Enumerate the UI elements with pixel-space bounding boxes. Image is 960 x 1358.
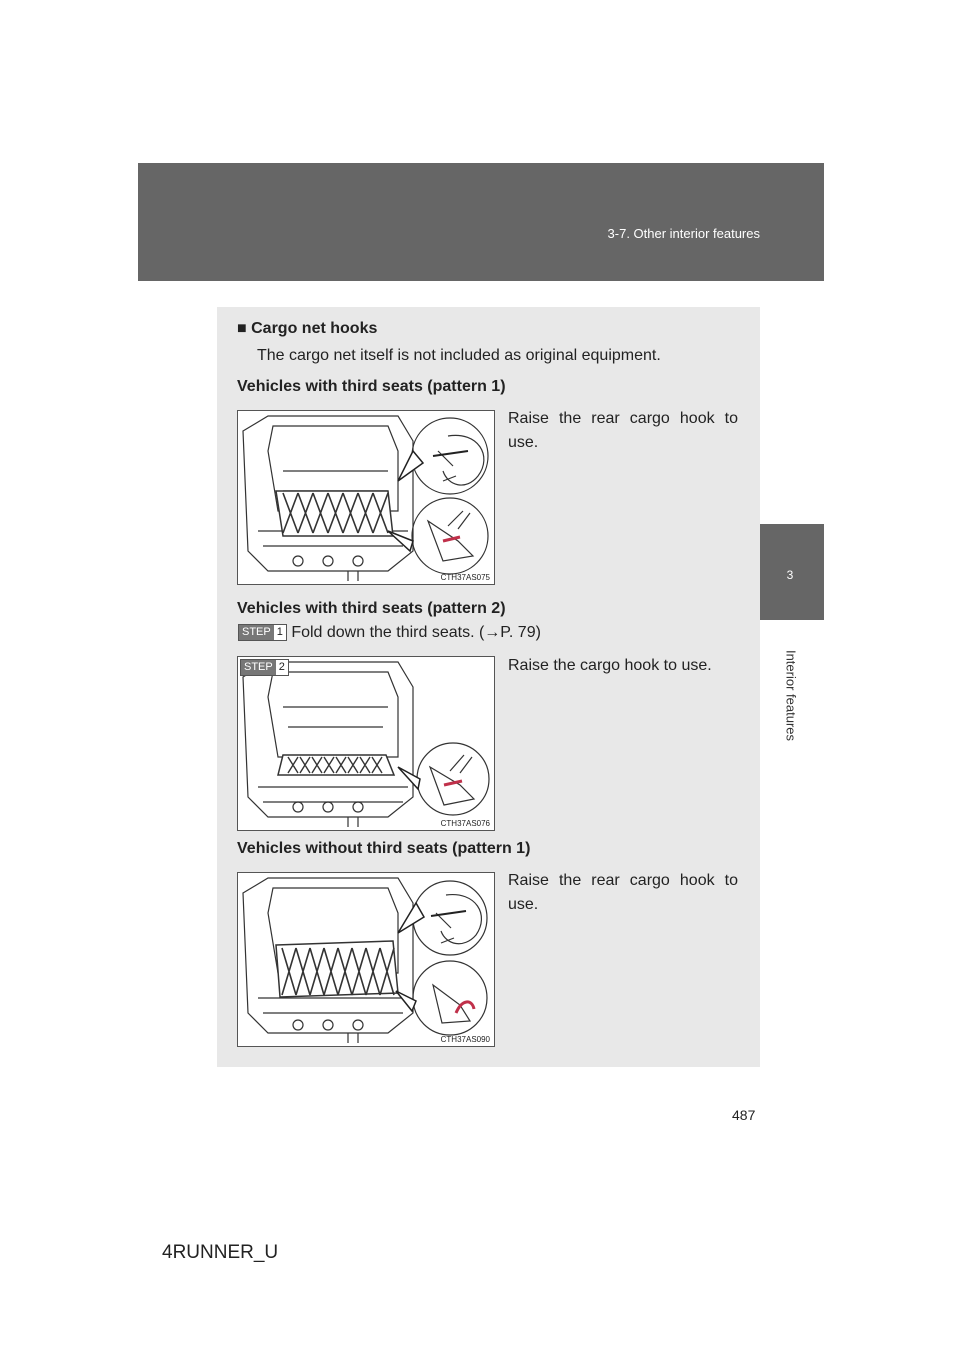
step-1-row xyxy=(238,624,541,644)
section-title: 3-7. Other interior features xyxy=(607,226,760,241)
figure-code: CTH37AS076 xyxy=(440,819,490,828)
figure-3 xyxy=(237,872,495,1047)
page-reference: P. 79) xyxy=(500,624,541,641)
panel-heading xyxy=(237,320,377,338)
intro-text: The cargo net itself is not included as original equipment. xyxy=(257,347,661,364)
chapter-label: Interior features xyxy=(783,649,799,742)
cargo-net-illustration-2 xyxy=(238,657,495,831)
footer-model: 4RUNNER_U xyxy=(162,1242,279,1263)
cargo-net-illustration-1 xyxy=(238,411,495,585)
section-title-1: Vehicles with third seats (pattern 1) xyxy=(237,378,506,395)
heading-text: Cargo net hooks xyxy=(251,320,378,337)
chapter-number: 3 xyxy=(786,568,794,582)
cargo-net-illustration-3 xyxy=(238,873,495,1047)
figure-code: CTH37AS090 xyxy=(440,1035,490,1044)
figure-2 xyxy=(237,656,495,831)
arrow-icon: → xyxy=(484,624,501,641)
chapter-header xyxy=(138,163,824,281)
bullet-square: ■ xyxy=(237,320,247,337)
description-2: Raise the cargo hook to use. xyxy=(508,657,712,674)
figure-1 xyxy=(237,410,495,585)
section-title-2: Vehicles with third seats (pattern 2) xyxy=(237,600,506,617)
figure-code: CTH37AS075 xyxy=(440,573,490,582)
section-title-3: Vehicles without third seats (pattern 1) xyxy=(237,840,531,857)
step-1-text: Fold down the third seats. ( xyxy=(291,624,485,641)
step-badge-1: STEP 1 xyxy=(238,624,287,641)
step-badge-2: STEP 2 xyxy=(240,659,289,676)
description-1: Raise the rear cargo hook to use. xyxy=(508,410,738,451)
page-number: 487 xyxy=(732,1107,756,1123)
description-3: Raise the rear cargo hook to use. xyxy=(508,872,738,913)
